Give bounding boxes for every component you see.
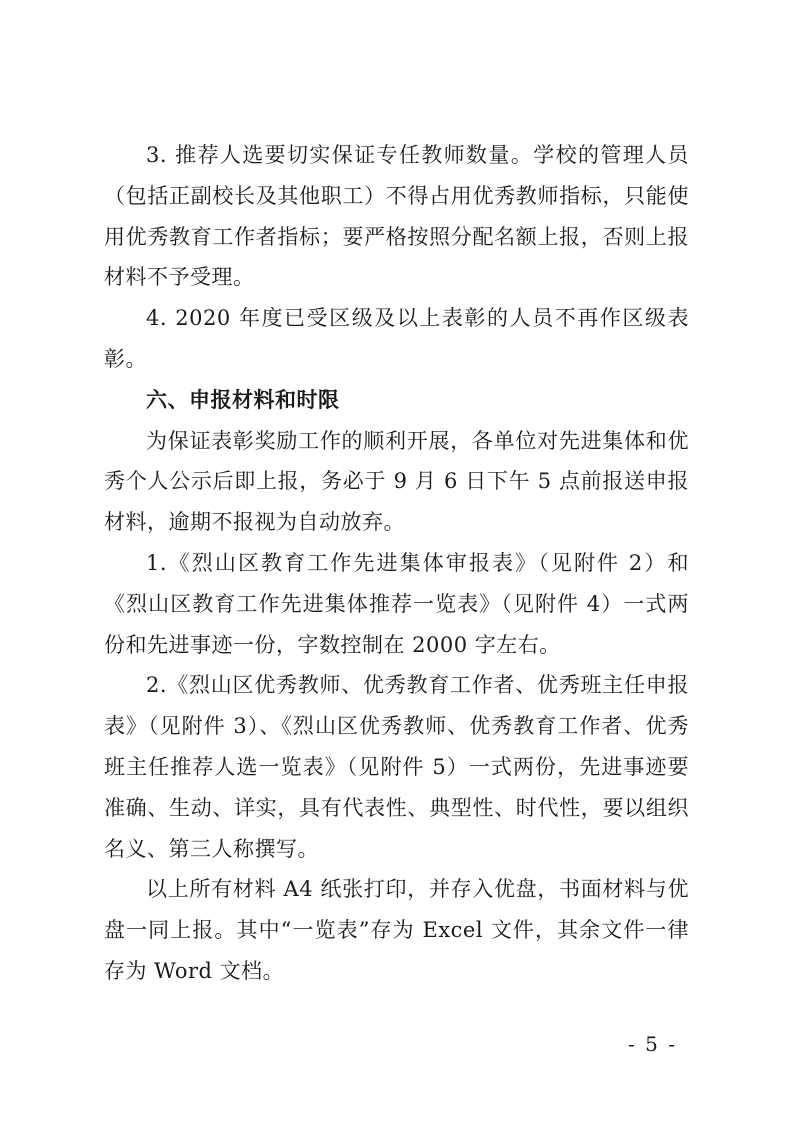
paragraph-item-3: 3. 推荐人选要切实保证专任教师数量。学校的管理人员（包括正副校长及其他职工）不得占用优秀教师指标，只能使用优秀教育工作者指标；要严格按照分配名额上报，否则上报材料不予受理。 — [104, 143, 689, 290]
section-heading: 六、申报材料和时限 — [146, 387, 340, 412]
page-number: - 5 - — [628, 1032, 677, 1056]
paragraph-format-note: 以上所有材料 A4 纸张打印，并存入优盘，书面材料与优盘一同上报。其中“一览表”存为 Excel 文件，其余文件一律存为 Word 文档。 — [104, 877, 689, 983]
paragraph-material-1: 1.《烈山区教育工作先进集体审报表》（见附件 2）和《烈山区教育工作先进集体推荐一览表》（见附件 4）一式两份和先进事迹一份，字数控制在 2000 字左右。 — [104, 550, 689, 657]
paragraph-intro: 为保证表彰奖励工作的顺利开展，各单位对先进集体和优秀个人公示后即上报，务必于 9 月 6 日下午 5 点前报送申报材料，逾期不报视为自动放弃。 — [104, 428, 689, 535]
paragraph-material-2: 2.《烈山区优秀教师、优秀教育工作者、优秀班主任申报表》（见附件 3）、《烈山区优秀教师、优秀教育工作者、优秀班主任推荐人选一览表》（见附件 5）一式两份，先进事迹要准确、生动、详实，具有代表性、典型性、时代性，要以组织名义、第三人称撰写。 — [104, 673, 689, 861]
document-body — [104, 135, 689, 992]
paragraph-item-4: 4. 2020 年度已受区级及以上表彰的人员不再作区级表彰。 — [104, 306, 689, 371]
